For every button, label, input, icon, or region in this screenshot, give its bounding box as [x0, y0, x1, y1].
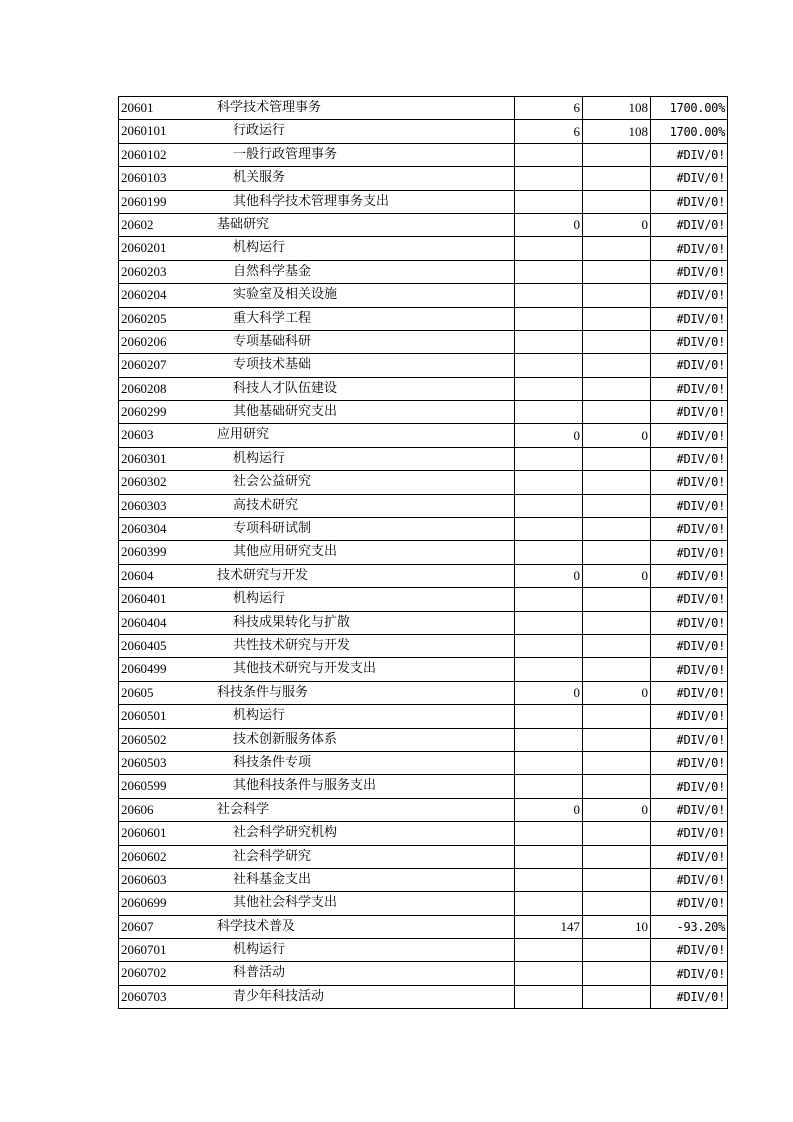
subject-name: 机构运行: [233, 708, 286, 724]
subject-name: 科学技术普及: [217, 918, 296, 934]
table-row: [119, 377, 728, 400]
table-row: [119, 868, 728, 891]
current-year-value: [583, 634, 651, 657]
current-year-value: 108: [583, 120, 651, 143]
current-year-value: [583, 354, 651, 377]
subject-name: 其他科学技术管理事务支出: [233, 193, 390, 209]
prior-year-value: [515, 190, 583, 213]
subject-code: 2060101: [121, 123, 167, 139]
current-year-value: [583, 471, 651, 494]
table-row: [119, 330, 728, 353]
subject-name: 专项技术基础: [233, 357, 312, 373]
subject-code: 2060603: [121, 871, 167, 887]
prior-year-value: [515, 728, 583, 751]
code-name-cell: [119, 822, 515, 845]
change-percent: 1700.00%: [651, 120, 728, 143]
current-year-value: [583, 751, 651, 774]
change-percent: #DIV/0!: [651, 190, 728, 213]
subject-code: 2060302: [121, 474, 167, 490]
subject-name: 技术创新服务体系: [233, 731, 338, 747]
code-name-cell: [119, 705, 515, 728]
code-name-cell: [119, 985, 515, 1008]
change-percent: #DIV/0!: [651, 728, 728, 751]
table-row: [119, 284, 728, 307]
subject-code: 2060701: [121, 942, 167, 958]
code-name-cell: [119, 167, 515, 190]
change-percent: #DIV/0!: [651, 705, 728, 728]
subject-name: 机构运行: [233, 942, 286, 958]
current-year-value: [583, 377, 651, 400]
code-name-cell: [119, 751, 515, 774]
code-name-cell: [119, 120, 515, 143]
prior-year-value: [515, 167, 583, 190]
subject-code: 2060502: [121, 731, 167, 747]
code-name-cell: [119, 471, 515, 494]
change-percent: #DIV/0!: [651, 564, 728, 587]
subject-code: 20601: [121, 100, 154, 115]
code-name-cell: [119, 237, 515, 260]
prior-year-value: [515, 401, 583, 424]
code-name-cell: [119, 868, 515, 891]
subject-code: 20606: [121, 801, 154, 817]
current-year-value: [583, 190, 651, 213]
prior-year-value: 0: [515, 564, 583, 587]
current-year-value: [583, 518, 651, 541]
prior-year-value: [515, 284, 583, 307]
subject-code: 2060499: [121, 661, 167, 677]
subject-name: 重大科学工程: [233, 310, 312, 326]
prior-year-value: 0: [515, 798, 583, 821]
prior-year-value: [515, 307, 583, 330]
current-year-value: [583, 237, 651, 260]
subject-name: 科普活动: [233, 965, 286, 981]
subject-code: 2060303: [121, 497, 167, 513]
subject-code: 2060301: [121, 450, 167, 466]
prior-year-value: 6: [515, 120, 583, 143]
subject-code: 2060207: [121, 357, 167, 373]
table-row: [119, 611, 728, 634]
current-year-value: [583, 985, 651, 1008]
subject-code: 20604: [121, 567, 154, 583]
prior-year-value: 0: [515, 213, 583, 236]
prior-year-value: [515, 541, 583, 564]
code-name-cell: [119, 962, 515, 985]
prior-year-value: [515, 588, 583, 611]
subject-name: 机关服务: [233, 170, 286, 186]
table-row: [119, 705, 728, 728]
code-name-cell: [119, 915, 515, 938]
change-percent: #DIV/0!: [651, 892, 728, 915]
table-row: [119, 798, 728, 821]
change-percent: #DIV/0!: [651, 658, 728, 681]
subject-code: 2060103: [121, 170, 167, 186]
budget-table: [118, 96, 728, 1009]
subject-name: 专项基础科研: [233, 333, 312, 349]
current-year-value: [583, 307, 651, 330]
change-percent: -93.20%: [651, 915, 728, 938]
table-row: [119, 751, 728, 774]
table-row: [119, 424, 728, 447]
table-row: [119, 97, 728, 120]
change-percent: #DIV/0!: [651, 611, 728, 634]
code-name-cell: [119, 845, 515, 868]
current-year-value: 108: [583, 97, 651, 120]
prior-year-value: [515, 751, 583, 774]
change-percent: #DIV/0!: [651, 284, 728, 307]
code-name-cell: [119, 939, 515, 962]
change-percent: #DIV/0!: [651, 401, 728, 424]
subject-name: 社会科学: [217, 801, 270, 817]
current-year-value: [583, 541, 651, 564]
change-percent: #DIV/0!: [651, 751, 728, 774]
code-name-cell: [119, 541, 515, 564]
change-percent: #DIV/0!: [651, 424, 728, 447]
subject-name: 社科基金支出: [233, 871, 312, 887]
current-year-value: [583, 658, 651, 681]
prior-year-value: [515, 447, 583, 470]
prior-year-value: 147: [515, 915, 583, 938]
budget-table-body: [119, 97, 728, 1009]
table-row: [119, 354, 728, 377]
change-percent: #DIV/0!: [651, 939, 728, 962]
table-row: [119, 541, 728, 564]
change-percent: #DIV/0!: [651, 494, 728, 517]
subject-name: 社会公益研究: [233, 474, 312, 490]
table-row: [119, 939, 728, 962]
subject-name: 高技术研究: [233, 497, 299, 513]
table-row: [119, 775, 728, 798]
subject-name: 其他基础研究支出: [233, 404, 338, 420]
code-name-cell: [119, 354, 515, 377]
prior-year-value: [515, 939, 583, 962]
table-row: [119, 471, 728, 494]
subject-code: 2060206: [121, 333, 167, 349]
current-year-value: [583, 822, 651, 845]
table-row: [119, 564, 728, 587]
current-year-value: 0: [583, 798, 651, 821]
table-row: [119, 401, 728, 424]
table-row: [119, 190, 728, 213]
subject-name: 其他技术研究与开发支出: [233, 661, 377, 677]
subject-name: 其他社会科学支出: [233, 895, 338, 911]
code-name-cell: [119, 494, 515, 517]
prior-year-value: [515, 260, 583, 283]
prior-year-value: 0: [515, 681, 583, 704]
current-year-value: [583, 728, 651, 751]
change-percent: 1700.00%: [651, 97, 728, 120]
change-percent: #DIV/0!: [651, 868, 728, 891]
subject-code: 20602: [121, 216, 154, 232]
current-year-value: [583, 330, 651, 353]
change-percent: #DIV/0!: [651, 634, 728, 657]
code-name-cell: [119, 588, 515, 611]
prior-year-value: [515, 962, 583, 985]
change-percent: #DIV/0!: [651, 962, 728, 985]
prior-year-value: [515, 658, 583, 681]
code-name-cell: [119, 330, 515, 353]
code-name-cell: [119, 728, 515, 751]
subject-name: 科技条件与服务: [217, 684, 309, 700]
subject-name: 青少年科技活动: [233, 988, 325, 1004]
subject-code: 20603: [121, 427, 154, 443]
table-row: [119, 518, 728, 541]
table-row: [119, 143, 728, 166]
code-name-cell: [119, 401, 515, 424]
code-name-cell: [119, 681, 515, 704]
code-name-cell: [119, 658, 515, 681]
prior-year-value: [515, 518, 583, 541]
change-percent: #DIV/0!: [651, 213, 728, 236]
change-percent: #DIV/0!: [651, 845, 728, 868]
subject-code: 2060599: [121, 778, 167, 794]
subject-code: 2060601: [121, 825, 167, 841]
subject-name: 科学技术管理事务: [217, 100, 322, 115]
change-percent: #DIV/0!: [651, 518, 728, 541]
subject-code: 2060602: [121, 848, 167, 864]
code-name-cell: [119, 634, 515, 657]
subject-name: 其他科技条件与服务支出: [233, 778, 377, 794]
table-row: [119, 845, 728, 868]
table-row: [119, 985, 728, 1008]
current-year-value: 0: [583, 213, 651, 236]
change-percent: #DIV/0!: [651, 354, 728, 377]
prior-year-value: 6: [515, 97, 583, 120]
change-percent: #DIV/0!: [651, 167, 728, 190]
code-name-cell: [119, 307, 515, 330]
table-row: [119, 892, 728, 915]
prior-year-value: [515, 354, 583, 377]
subject-name: 机构运行: [233, 240, 286, 256]
subject-name: 科技条件专项: [233, 754, 312, 770]
change-percent: #DIV/0!: [651, 681, 728, 704]
change-percent: #DIV/0!: [651, 588, 728, 611]
prior-year-value: 0: [515, 424, 583, 447]
code-name-cell: [119, 564, 515, 587]
subject-code: 2060208: [121, 380, 167, 396]
subject-code: 2060503: [121, 754, 167, 770]
subject-code: 2060703: [121, 988, 167, 1004]
table-row: [119, 728, 728, 751]
current-year-value: [583, 705, 651, 728]
table-row: [119, 494, 728, 517]
subject-code: 2060501: [121, 708, 167, 724]
subject-code: 2060401: [121, 591, 167, 607]
subject-code: 2060299: [121, 404, 167, 420]
code-name-cell: [119, 424, 515, 447]
subject-code: 2060205: [121, 310, 167, 326]
code-name-cell: [119, 892, 515, 915]
table-row: [119, 307, 728, 330]
subject-name: 实验室及相关设施: [233, 287, 338, 303]
current-year-value: 0: [583, 681, 651, 704]
prior-year-value: [515, 822, 583, 845]
table-row: [119, 260, 728, 283]
table-row: [119, 213, 728, 236]
subject-name: 一般行政管理事务: [233, 146, 338, 162]
table-row: [119, 237, 728, 260]
prior-year-value: [515, 985, 583, 1008]
table-row: [119, 822, 728, 845]
current-year-value: [583, 284, 651, 307]
subject-code: 2060203: [121, 263, 167, 279]
change-percent: #DIV/0!: [651, 377, 728, 400]
subject-code: 2060199: [121, 193, 167, 209]
change-percent: #DIV/0!: [651, 798, 728, 821]
subject-code: 20605: [121, 684, 154, 700]
subject-name: 自然科学基金: [233, 263, 312, 279]
prior-year-value: [515, 237, 583, 260]
subject-name: 科技成果转化与扩散: [233, 614, 351, 630]
prior-year-value: [515, 143, 583, 166]
code-name-cell: [119, 377, 515, 400]
prior-year-value: [515, 775, 583, 798]
code-name-cell: [119, 284, 515, 307]
current-year-value: [583, 401, 651, 424]
change-percent: #DIV/0!: [651, 471, 728, 494]
change-percent: #DIV/0!: [651, 143, 728, 166]
current-year-value: [583, 892, 651, 915]
current-year-value: 10: [583, 915, 651, 938]
subject-name: 机构运行: [233, 450, 286, 466]
current-year-value: [583, 868, 651, 891]
subject-code: 2060204: [121, 287, 167, 303]
change-percent: #DIV/0!: [651, 985, 728, 1008]
code-name-cell: [119, 611, 515, 634]
table-row: [119, 167, 728, 190]
subject-name: 行政运行: [233, 123, 286, 139]
table-row: [119, 915, 728, 938]
subject-code: 2060102: [121, 146, 167, 162]
change-percent: #DIV/0!: [651, 541, 728, 564]
current-year-value: 0: [583, 564, 651, 587]
code-name-cell: [119, 260, 515, 283]
subject-code: 2060404: [121, 614, 167, 630]
subject-name: 专项科研试制: [233, 521, 312, 537]
current-year-value: 0: [583, 424, 651, 447]
prior-year-value: [515, 845, 583, 868]
table-row: [119, 447, 728, 470]
subject-code: 2060201: [121, 240, 167, 256]
subject-code: 2060702: [121, 965, 167, 981]
current-year-value: [583, 611, 651, 634]
subject-code: 20607: [121, 918, 154, 934]
prior-year-value: [515, 330, 583, 353]
subject-name: 科技人才队伍建设: [233, 380, 338, 396]
subject-code: 2060399: [121, 544, 167, 560]
code-name-cell: [119, 190, 515, 213]
change-percent: #DIV/0!: [651, 237, 728, 260]
code-name-cell: [119, 798, 515, 821]
prior-year-value: [515, 377, 583, 400]
code-name-cell: [119, 518, 515, 541]
subject-code: 2060405: [121, 637, 167, 653]
subject-name: 共性技术研究与开发: [233, 637, 351, 653]
subject-name: 其他应用研究支出: [233, 544, 338, 560]
current-year-value: [583, 939, 651, 962]
table-row: [119, 634, 728, 657]
current-year-value: [583, 845, 651, 868]
current-year-value: [583, 447, 651, 470]
prior-year-value: [515, 634, 583, 657]
subject-name: 社会科学研究: [233, 848, 312, 864]
subject-code: 2060699: [121, 895, 167, 911]
prior-year-value: [515, 471, 583, 494]
change-percent: #DIV/0!: [651, 447, 728, 470]
code-name-cell: [119, 447, 515, 470]
current-year-value: [583, 775, 651, 798]
change-percent: #DIV/0!: [651, 822, 728, 845]
change-percent: #DIV/0!: [651, 307, 728, 330]
subject-name: 基础研究: [217, 216, 270, 232]
table-row: [119, 681, 728, 704]
subject-name: 机构运行: [233, 591, 286, 607]
current-year-value: [583, 588, 651, 611]
table-row: [119, 658, 728, 681]
prior-year-value: [515, 494, 583, 517]
subject-name: 技术研究与开发: [217, 567, 309, 583]
table-row: [119, 120, 728, 143]
change-percent: #DIV/0!: [651, 330, 728, 353]
subject-name: 应用研究: [217, 427, 270, 443]
prior-year-value: [515, 611, 583, 634]
current-year-value: [583, 143, 651, 166]
current-year-value: [583, 167, 651, 190]
current-year-value: [583, 962, 651, 985]
code-name-cell: [119, 97, 515, 120]
subject-code: 2060304: [121, 521, 167, 537]
code-name-cell: [119, 775, 515, 798]
table-row: [119, 962, 728, 985]
prior-year-value: [515, 705, 583, 728]
prior-year-value: [515, 892, 583, 915]
change-percent: #DIV/0!: [651, 260, 728, 283]
change-percent: #DIV/0!: [651, 775, 728, 798]
current-year-value: [583, 260, 651, 283]
code-name-cell: [119, 213, 515, 236]
code-name-cell: [119, 143, 515, 166]
current-year-value: [583, 494, 651, 517]
prior-year-value: [515, 868, 583, 891]
subject-name: 社会科学研究机构: [233, 825, 338, 841]
table-row: [119, 588, 728, 611]
